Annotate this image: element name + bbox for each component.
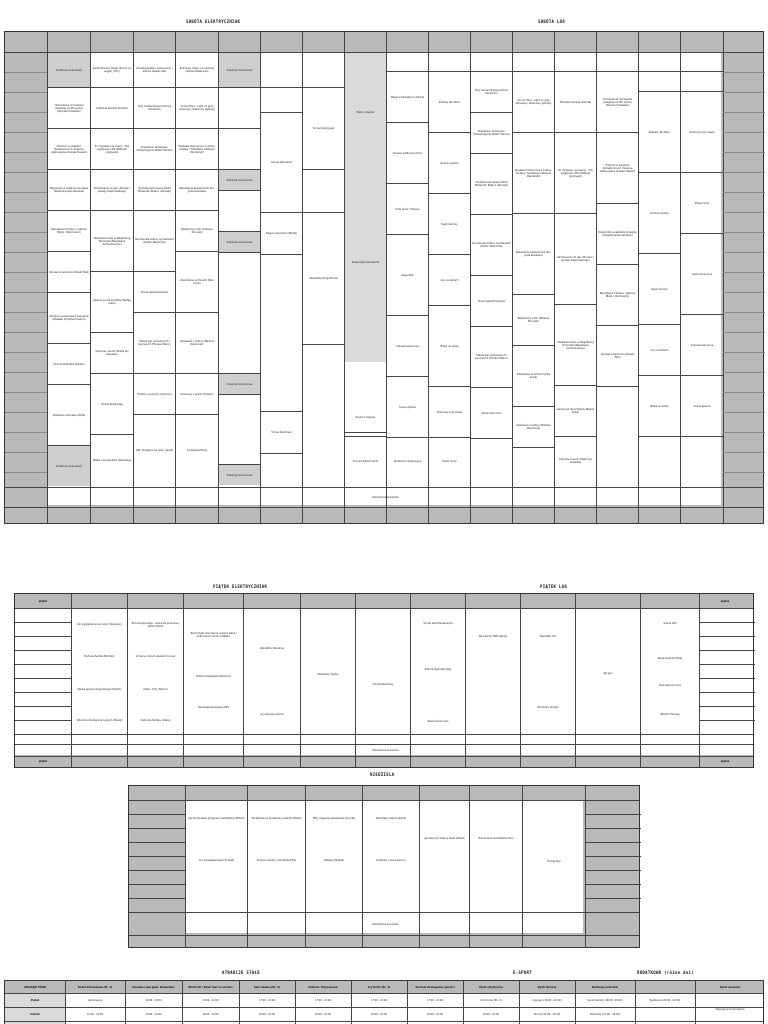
event-cell[interactable]: Przemoc w światach fantastycznych: Powolne zastosowane (Łukasz Dawski)	[51, 144, 87, 154]
event-cell[interactable]: Panel autorski (Ewa)	[657, 656, 683, 660]
event-cell[interactable]: Uprawa w bednorzu (Robert Mali)	[49, 270, 90, 274]
event-cell[interactable]: Uroda w różnych epokach (Anna)	[135, 654, 176, 658]
event-cell[interactable]: Bezpieczny Lider (Tadeusz Mroczek)	[517, 317, 550, 323]
event-cell[interactable]: Bezpieczny Lider (Tadeusz Mroczek)	[181, 228, 213, 234]
event-cell[interactable]: Prelekcja konkursowa	[219, 232, 260, 252]
column-header: Sala relaksu (EL. 2)	[253, 985, 281, 989]
event-cell[interactable]: Prelekcja konkursowa	[48, 446, 90, 486]
event-cell[interactable]: Rozmowy przy kawie	[436, 410, 463, 414]
event-cell[interactable]: Prelekcja konkursowa	[219, 53, 260, 87]
event-cell[interactable]: Kącik twórczy	[441, 222, 458, 226]
closing-row: Zamknięcie konwentu	[372, 749, 399, 752]
event-cell[interactable]: Smocza Dobrotka (Bartek)	[53, 362, 85, 366]
event-cell[interactable]: Nauka języka klingońskiego (Robert)	[77, 687, 122, 691]
event-cell[interactable]: Zasiedlenie akademickie 40+ (Julia Kowalska)	[179, 187, 215, 193]
event-cell[interactable]: Fabuła gier planszowych i karcianych (Tomasz Mazur)	[475, 354, 508, 360]
event-cell[interactable]: Koncert Zakończenia	[345, 437, 386, 485]
event-cell[interactable]: Bitwa na słowa	[440, 344, 459, 348]
event-cell[interactable]: Wspólnota w zakładce Sorawika (Świętokrzyska Aktualna)	[49, 187, 89, 193]
event-cell[interactable]: Gotyckie rysunki (Mistrz Jan Kowalski)	[558, 458, 593, 464]
event-cell[interactable]: Turniej Gier	[547, 859, 561, 863]
event-cell[interactable]: Ilustracja fantasy (Oskar)	[140, 718, 171, 722]
event-cell[interactable]: Zasiedlenie akademickie 40+ (Julia Kowalska)	[515, 251, 552, 257]
event-cell[interactable]: Obowiązkowe zajęcia RPG	[197, 705, 230, 709]
event-cell[interactable]: Wydział pewnowania (Puzli Moderator Bidaun (Zamek))	[137, 187, 172, 193]
event-cell[interactable]: Wstawiennictwo w Magdeburg Pomorska (Magdalena Aschenbrenner)	[93, 236, 131, 246]
event-cell[interactable]: Po mykalsku nie mamy... Mój wyjątkowy LDK (Mateusz Jankowski)	[94, 144, 130, 154]
event-cell[interactable]: Zakończenie dnia	[427, 720, 449, 723]
event-cell[interactable]: Tłumaczenie chorwackie (sesja/się na 4th spoko) (Wojciech Kowalski)	[602, 97, 633, 107]
event-cell[interactable]: Gwarancje dla artystów (Bartek Kuba)	[93, 299, 131, 305]
event-cell[interactable]: Zajęcia wieczorne (Marta)	[265, 231, 298, 235]
table-cell: 10:00 - 22:00	[202, 998, 219, 1002]
table-cell: Spotkanie (20:00 - 22:00)	[649, 998, 681, 1002]
event-cell[interactable]: Impreza wieczorna	[690, 343, 714, 347]
event-cell[interactable]: Rozpoczęcie Konwentu	[351, 260, 380, 264]
event-cell[interactable]: Prelekcja konkursowa	[219, 465, 260, 485]
table-cell: 17:00 - 22:00	[370, 998, 388, 1002]
event-cell[interactable]: Prelekcja konkursowa	[219, 374, 260, 394]
event-cell[interactable]: Po mykalsku nie mamy... Mój wyjątkowy LDK (Mateusz Jankowski)	[558, 168, 593, 178]
section-title-esport: E-SPORT	[513, 970, 532, 975]
event-cell[interactable]: Hardkor sceniczny (Szymon)	[137, 392, 172, 396]
left-time-column	[5, 52, 47, 505]
event-cell[interactable]: Turniej Szachowy	[372, 682, 394, 686]
row-header: Sobota	[30, 1012, 40, 1016]
attractions-table	[4, 980, 764, 1024]
table-cell: Rozmowy (14:00 - 18:00)	[589, 1012, 621, 1016]
event-cell[interactable]: Dyskusja o kinie (Iwona)	[376, 858, 406, 862]
section-title-sobota-lo6: SOBOTA LO6	[538, 19, 566, 24]
friday-footer-left: piątek	[38, 759, 48, 763]
event-cell[interactable]: Zabawy dla dzieci	[438, 100, 461, 104]
event-cell[interactable]: Dyskusja końcowa	[659, 683, 681, 687]
event-cell[interactable]: Gry na kartach	[650, 348, 669, 352]
event-cell[interactable]: Konkurs Cosplay	[345, 362, 386, 472]
event-cell[interactable]: Ale dzieciak kultury wyczekiwał? (Zoltan Wieczorek)	[472, 242, 511, 248]
event-cell[interactable]: Rozmowy (Kinga)	[537, 705, 559, 709]
event-cell[interactable]: Przy marsku Bolsera (Imma Pieriolicki)	[138, 105, 171, 111]
table-cell: Kącik twórczy (18:00 - 20:00)	[587, 998, 623, 1002]
table-cell: 10:00 - 22:00	[482, 1012, 500, 1016]
event-cell[interactable]: Przemoc w światach fantastycznych: Powolne zastosowane (Łukasz Dawski)	[599, 163, 636, 173]
column-header: Kącik twórczy	[537, 985, 557, 989]
event-cell[interactable]: Impreza wieczorna	[396, 344, 419, 348]
event-cell[interactable]: Gotyckie rysunki (Mistrz Jan Kowalski)	[95, 350, 129, 356]
event-cell[interactable]: Wystawa historyczna z kultury, fantasy i fantastyka (Tadeusz Wanderski)	[514, 168, 553, 178]
event-cell[interactable]: Pogotowie, fantasyka i fantasmagorie (Mistrz Winkel)	[473, 130, 510, 136]
table-cell: Obsługa tycia Konwentu	[715, 1007, 745, 1011]
event-cell[interactable]: Zabawy (Magda)	[323, 858, 345, 862]
event-cell[interactable]: Konkurs wiedzy o komiksie (Filip)	[256, 858, 297, 862]
column-header: Strefa Planszówek (EL. 1)	[77, 985, 113, 989]
table-cell: 10:00 - 22:00	[370, 1012, 388, 1016]
event-cell[interactable]: Sztuczna inteligencja w grach (Marek)	[76, 718, 123, 722]
column-header: Strefa VR / Dzień Gier na ekranie	[188, 985, 233, 989]
right-time-column	[721, 52, 763, 505]
event-cell[interactable]: LDK: Przyjęcie dla gości (Jacek)	[135, 448, 174, 452]
event-cell[interactable]: Zamknięcie warsztatów (Ola)	[478, 836, 514, 840]
event-cell[interactable]: Konkurs wiedzy	[650, 211, 669, 215]
event-cell[interactable]: Zamknięcie dnia	[481, 411, 502, 415]
column-header: Karaoke (sala głów. Konwentu)	[132, 985, 175, 989]
event-cell[interactable]: Ponad gwiezdnościami	[477, 299, 506, 303]
event-cell[interactable]: Kącik twórczy	[651, 287, 668, 291]
table-cell: Turniej (12:00 - 16:00)	[533, 1012, 561, 1016]
event-cell[interactable]: Oprawa graficzna (Artur)	[392, 151, 423, 155]
table-cell: 17:00 - 22:00	[258, 998, 276, 1002]
section-title-niedziela: NIEDZIELA	[370, 772, 395, 777]
event-cell[interactable]: Wystawa historyczna z kultury, fantasy i fantastyka (Tadeusz Wanderski)	[178, 144, 216, 154]
section-title-piatek-lo6: PIĄTEK LO6	[540, 584, 568, 589]
event-cell[interactable]: Gwarancje dla artystów (Bartek Kuba)	[556, 408, 595, 414]
event-cell[interactable]: Warsztaty fotograficzne	[309, 276, 338, 280]
row-header: Piątek	[30, 998, 40, 1002]
section-title-atrakcje: ATRAKCJE STAŁE	[222, 970, 260, 975]
event-cell[interactable]: Dom Snów i Chaosu	[395, 207, 420, 211]
event-cell[interactable]: Konkurs wiedzy	[440, 161, 459, 165]
event-cell[interactable]: Narodzenie Chrzanu i Jaskinie (Bady i Stachowicz)	[599, 292, 636, 298]
event-cell[interactable]: Pogotowie, fantasyka i fantasmagorie (Mistrz Winkel)	[136, 146, 173, 152]
event-cell[interactable]: Kraje i mity (Hanna)	[143, 687, 168, 691]
event-cell[interactable]: Fantastyka na przestrzeni wieków (Marta)	[251, 816, 302, 820]
event-cell[interactable]: Technologia stworzenia nowych sztuk i kulturowych zmian (Stefan)	[190, 631, 237, 638]
event-cell[interactable]: Pokaz mody	[442, 460, 457, 463]
header-band	[5, 32, 763, 52]
event-cell[interactable]: Narodzenie Chrzanu i Jaskinie (Bady i Stachowicz)	[51, 228, 87, 234]
event-cell[interactable]: Scrum Hard - Light na grze Kolosowy i Rubinowy (Jędrzej)	[515, 99, 552, 105]
table-cell: 10:00 - 22:00	[314, 1012, 332, 1016]
event-cell[interactable]: Scrum Hard - Light na grze Kolosowy i Rubinowy (Jędrzej)	[179, 105, 215, 111]
table-cell: 10:00 - 22:00	[202, 1012, 219, 1016]
event-cell[interactable]: Zamiłowanie do gier (Monika z Jerzego Kasprowskiego)	[93, 187, 131, 193]
column-header: Gry Retro (EL. 3)	[367, 985, 391, 989]
event-cell[interactable]: Turniej Warcabów	[271, 160, 292, 164]
event-cell[interactable]: Piekło urzędów	[356, 110, 375, 114]
event-cell[interactable]: Chrześcijaństwo, społeczność i kultura (Seziel LDK)	[136, 67, 173, 73]
event-cell[interactable]: Mity i legendy słowiańskie (Dorota)	[312, 816, 356, 820]
event-cell[interactable]: Wspólnota w zakładce Sorawika (Świętokrzyska Aktualna)	[598, 231, 637, 237]
friday-header-right: piątek	[720, 599, 730, 603]
section-title-dodatkowo: DODATKOWO (różne dni)	[637, 970, 694, 975]
table-cell: Gra Online (EL. 4)	[480, 998, 502, 1002]
event-cell[interactable]: Wieczór filmowy	[660, 712, 680, 716]
event-cell[interactable]: Scena główna	[399, 405, 416, 409]
sunday-schedule-grid	[128, 785, 640, 948]
event-cell[interactable]: Inicjatywa Pokoju	[186, 448, 208, 452]
column-header: Rozmowy autorskie	[591, 985, 619, 989]
event-cell[interactable]: Budowa Świata (Bartosz)	[84, 654, 115, 658]
friday-schedule-grid	[14, 593, 754, 768]
event-cell[interactable]: Wariacje w warunkach zamiarów (Zwiazek Artystów Polskich)	[49, 315, 89, 321]
event-cell[interactable]: Turniej Rozgrywek	[101, 402, 123, 406]
column-header: ATRAKCJE STAŁE	[23, 985, 47, 989]
event-cell[interactable]: Gry przeglądarkowe (Tomasz)	[198, 858, 235, 862]
table-cell: Liga gier (18:00 - 22:00)	[532, 998, 562, 1002]
event-cell[interactable]: Magia w Fantastyce (Oliwia)	[390, 95, 425, 99]
event-cell[interactable]: Fabuła gier planszowych i karcianych (Tomasz Mazur)	[138, 340, 171, 346]
event-cell[interactable]: Turniej Rozgrywek	[312, 126, 335, 130]
table-cell: 10:00 - 22:00	[145, 998, 162, 1002]
table-cell: 10:00 - 22:00	[86, 1012, 104, 1016]
event-cell[interactable]: Uprawa w bednorzu (Robert Mali)	[600, 353, 635, 359]
closing-row: Zamknięcie konwentu	[372, 922, 399, 926]
event-cell[interactable]: Piekielne zamsze (Dorota)	[559, 100, 592, 104]
section-title-piatek-elektryczniak: PIĄTEK ELEKTRYCZNIAK	[213, 584, 268, 589]
table-cell: 10:00 - 22:00	[145, 1012, 162, 1016]
event-cell[interactable]: Bitwa na słowa	[650, 404, 669, 408]
saturday-schedule-grid	[4, 31, 764, 524]
event-cell[interactable]: Zamiłowanie do gier (Monika z Jerzego Kasprowskiego)	[557, 256, 594, 262]
table-cell: 17:00 - 22:00	[314, 998, 332, 1002]
event-cell[interactable]: Gry karciane (Piotr)	[260, 712, 284, 716]
event-cell[interactable]: Warsztaty DIY	[539, 634, 557, 638]
event-cell[interactable]: Kultura japońska (Ola)	[424, 667, 452, 671]
event-cell[interactable]: Zwiedzanie w Chinach (Ewa Konik)	[180, 279, 214, 285]
event-cell[interactable]: Warsztaty Ogólne	[317, 672, 339, 676]
event-cell[interactable]: Przy marsku Bolsera (Imma Pieriolicki)	[475, 89, 508, 95]
event-cell[interactable]: Zwiedzanie w Chinach (Ewa Konik)	[516, 373, 551, 379]
event-cell[interactable]: Prelekcja konkursowa	[48, 53, 90, 87]
event-cell[interactable]: Ponad gwiezdnościami	[140, 290, 169, 294]
event-cell[interactable]: Kąt gier	[603, 671, 613, 675]
event-cell[interactable]: Prelekcja konkursowa	[219, 170, 260, 190]
event-cell[interactable]: Tłumaczenie chorwackie (sesja/się na 4th spoko) (Wojciech Kowalski)	[54, 103, 84, 113]
event-cell[interactable]: Zamknięcie dnia	[692, 272, 712, 276]
section-title-sobota-elektryczniak: SOBOTA ELEKTRYCZNIAK	[186, 19, 241, 24]
event-cell[interactable]: Technologia religii - wiara jak przemiany sztuki (Zofia)	[131, 621, 180, 628]
table-cell: 10:00 - 22:00	[426, 1012, 444, 1016]
friday-footer-right: piątek	[720, 759, 730, 763]
table-cell: 17:00 - 22:00	[426, 998, 444, 1002]
event-cell[interactable]: Ale dzieciak kultury wyczekiwał? (Zoltan Wieczorek)	[135, 238, 174, 244]
table-cell: 10:00 - 22:00	[258, 1012, 276, 1016]
event-cell[interactable]: Piekielne zamsze (Dorota)	[96, 106, 128, 110]
table-cell: Zamknięcie	[88, 998, 102, 1002]
column-header: Kącik wymiany	[719, 985, 741, 989]
event-cell[interactable]: Wydział pewnowania (Puzli Moderator Bidaun (Zamek))	[474, 181, 509, 187]
event-cell[interactable]: Turniej Gier Planszowych	[423, 621, 453, 625]
event-cell[interactable]: Warsztaty pisania (Kamil)	[375, 816, 407, 820]
event-cell[interactable]: Wstawiennictwo w Magdeburg Pomorska (Magdalena Aschenbrenner)	[557, 340, 594, 350]
event-cell[interactable]: Turniej Szachowy	[271, 430, 292, 434]
event-cell[interactable]: Jak tworzyć RPG (Jacek)	[478, 634, 508, 638]
event-cell[interactable]: Warsztaty fabularne	[259, 647, 285, 650]
event-cell[interactable]: Scena główna	[693, 404, 711, 408]
event-cell[interactable]: Gry na kartach	[440, 278, 459, 282]
friday-header-left: piątek	[38, 599, 48, 603]
event-cell[interactable]: Opowieści z kultury (Bartosz Wieczorek)	[180, 340, 214, 346]
event-cell[interactable]: Pokaz mody	[694, 201, 710, 205]
column-header: Kącik artystyczny	[479, 985, 503, 989]
column-header: Chillout / Odpoczynek	[308, 985, 338, 989]
event-cell[interactable]: Rozmowy o graniu (Hubert)	[180, 392, 214, 396]
event-cell[interactable]: Spotkanie integracyjne	[393, 460, 422, 463]
event-cell[interactable]: Opowieści z kultury (Bartosz Wieczorek)	[516, 424, 551, 430]
event-cell[interactable]: Zabawy dla dzieci	[648, 130, 671, 134]
event-cell[interactable]: Jak zaczynałem przygodę z fantastyką (Witold)	[188, 816, 245, 820]
event-cell[interactable]: Rozmowy przy kawie	[689, 130, 715, 134]
event-cell[interactable]: Walka o sojuszników (Stanisław)	[92, 458, 132, 462]
event-cell[interactable]: Sesje RPG	[401, 273, 414, 277]
event-cell[interactable]: Giełda LDK	[663, 621, 677, 625]
event-cell[interactable]: Jak wyglądała gra w Grecji (Sergiusz)	[77, 623, 122, 626]
event-cell[interactable]: Jak stworzyć własny świat (Paweł)	[424, 836, 465, 840]
column-header: Turnieje strategiczne (Junior)	[415, 985, 455, 989]
event-cell[interactable]: Rozmowy dzieci na rozmowy (Zenka Mietanicka)	[179, 67, 215, 73]
event-cell[interactable]: Kartel Ślunsko-Śląski (Zanim na węgla) [18+]	[93, 67, 131, 73]
event-cell[interactable]: Historia Fantastyki (Karolina)	[196, 674, 231, 678]
closing-row: Zamknięcie konwentu	[372, 496, 399, 499]
event-cell[interactable]: Spotkanie autorskie (Zofia)	[52, 413, 86, 417]
